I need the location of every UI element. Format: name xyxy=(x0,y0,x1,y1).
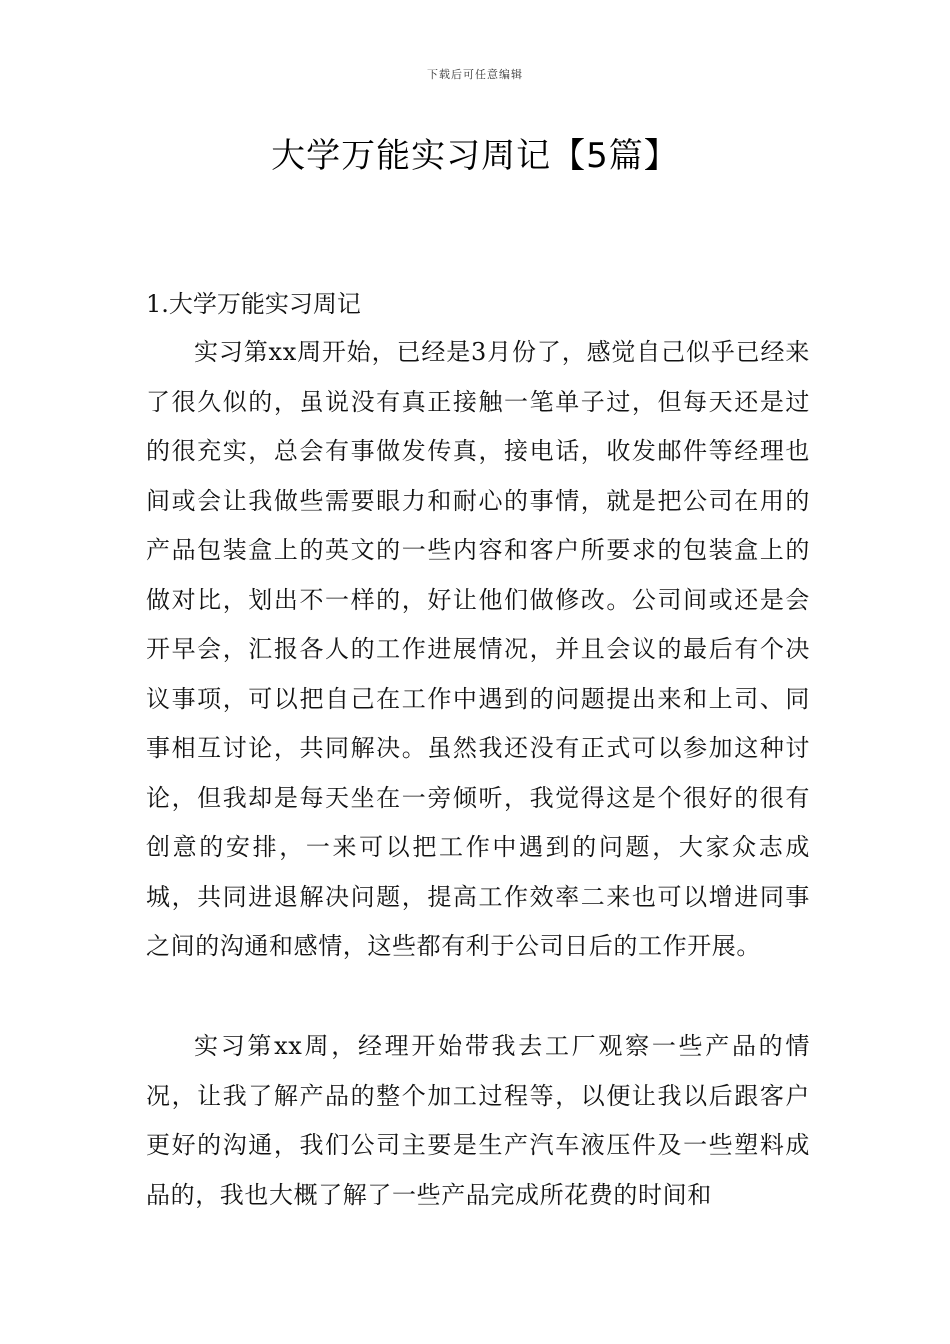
body-paragraph-2: 实习第xx周，经理开始带我去工厂观察一些产品的情况，让我了解产品的整个加工过程等，以便让我以后跟客户更好的沟通，我们公司主要是生产汽车液压件及一些塑料成品的，我也大概了解了一些产品完成所花费的时间和 xyxy=(146,1032,810,1209)
body-paragraph-1: 实习第xx周开始，已经是3月份了，感觉自己似乎已经来了很久似的，虽说没有真正接触一笔单子过，但每天还是过的很充实，总会有事做发传真，接电话，收发邮件等经理也间或会让我做些需要眼力和耐心的事情，就是把公司在用的产品包装盒上的英文的一些内容和客户所要求的包装盒上的做对比，划出不一样的，好让他们做修改。公司间或还是会开早会，汇报各人的工作进展情况，并且会议的最后有个决议事项，可以把自己在工作中遇到的问题提出来和上司、同事相互讨论，共同解决。虽然我还没有正式可以参加这种讨论，但我却是每天坐在一旁倾听，我觉得这是个很好的很有创意的安排，一来可以把工作中遇到的问题，大家众志成城，共同进退解决问题，提高工作效率二来也可以增进同事之间的沟通和感情，这些都有利于公司日后的工作开展。 xyxy=(146,338,810,960)
section-heading: 1.大学万能实习周记 xyxy=(146,290,361,318)
header-note: 下载后可任意编辑 xyxy=(427,68,523,81)
document-title: 大学万能实习周记【5篇】 xyxy=(271,136,679,176)
